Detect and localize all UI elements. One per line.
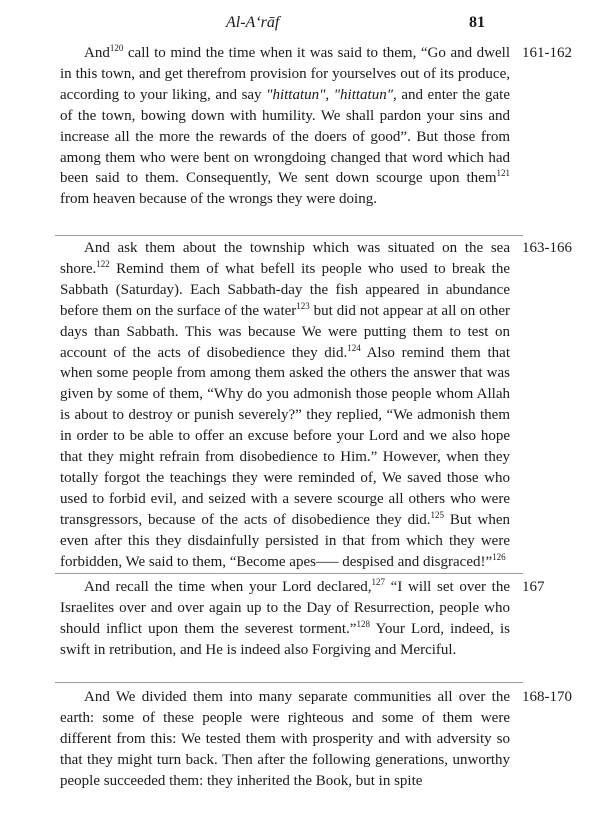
- footnote-marker: 125: [430, 509, 445, 520]
- paragraph-text: [60, 238, 510, 573]
- verse-reference: 167: [522, 579, 545, 595]
- text-run: from heaven because of the wrongs they were doing.: [60, 191, 377, 208]
- text-run: And ask them about the township which was situated on the sea shore.: [60, 240, 510, 277]
- text-run: And: [84, 45, 110, 61]
- footnote-marker: 120: [109, 43, 124, 53]
- footnote-marker: 121: [496, 168, 510, 179]
- italic-phrase: "hittatun", "hittatun": [266, 86, 393, 103]
- paragraph-divider: [55, 573, 523, 574]
- text-run: And We divided them into many separate communities all over the earth: some of these people were righteous and some of them were different from this: We tested them with prosperity and with adversity so that they might turn back. Then after the following generations, unworthy people succeeded them: they inherited the Book, but in spite: [60, 689, 510, 789]
- running-header-title: Al-A‘rāf: [226, 14, 280, 31]
- verse-reference: 168-170: [522, 689, 572, 705]
- verse-reference: 161-162: [522, 45, 572, 61]
- footnote-marker: 123: [296, 300, 310, 311]
- paragraph-divider: [55, 682, 523, 683]
- page-number: 81: [469, 14, 485, 31]
- footnote-marker: 128: [356, 618, 370, 629]
- paragraph-text: [60, 577, 510, 661]
- text-run: but did not appear at all on other days than Sabbath. This was because We were putting them to test on account of the acts of disobedience they did.: [60, 302, 510, 361]
- text-run: Also remind them that when some people from among them asked the others the answer that was given by some of them, “Why do you admonish those people whom Allah is about to destroy or punish severely?” they replied, “We admonish them in order to be able to offer an excuse before your Lord and we also hope that they might refrain from disobedience to Him.” However, when they totally forgot the teachings they were reminded of, We saved those who used to forbid evil, and seized with a severe scourge all others who were transgressors, because of the acts of disobedience they did.: [60, 344, 510, 528]
- text-run: , and enter the gate of the town, bowing down with humility. We shall pardon your sins and increase all the more the rewards of the doers of good”. But those from among them who were bent on wrongdoing changed that word which had been said to them. Consequently, We sent down scourge upon them: [60, 86, 510, 187]
- text-run: Your Lord, indeed, is swift in retribution, and He is indeed also Forgiving and Merciful.: [60, 620, 510, 658]
- text-run: “I will set over the Israelites over and over again up to the Day of Resurrection, people who should inflict upon them the severest torment.”: [60, 579, 510, 637]
- paragraph-divider: [55, 235, 523, 236]
- text-run: call to mind the time when it was said to them, “Go and dwell in this town, and get therefrom provision for yourselves out of its produce, according to your liking, and say: [60, 45, 510, 103]
- text-run: Remind them of what befell its people who used to break the Sabbath (Saturday). Each Sabbath-day the fish appeared in abundance before them on the surface of the water: [60, 260, 510, 319]
- footnote-marker: 122: [96, 258, 110, 269]
- verse-reference: 163-166: [522, 240, 572, 256]
- paragraph-text: [60, 43, 510, 210]
- text-run: But when even after this they disdainfully persisted in that from which they were forbidden, We said to them, “Become apes—– despised and disgraced!”: [60, 511, 511, 570]
- footnote-marker: 127: [371, 577, 386, 587]
- paragraph-text: [60, 687, 510, 792]
- text-run: And recall the time when your Lord declared,: [84, 579, 372, 595]
- footnote-marker: 126: [492, 551, 506, 562]
- footnote-marker: 124: [347, 342, 361, 353]
